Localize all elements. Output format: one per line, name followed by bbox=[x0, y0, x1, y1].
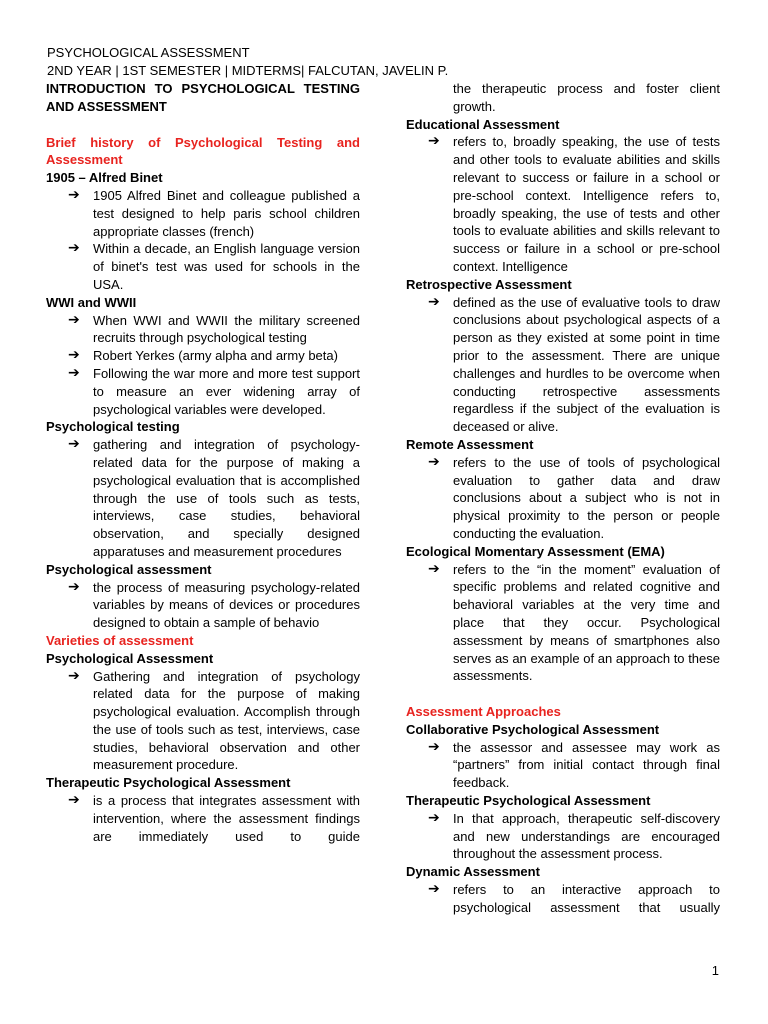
list-item bbox=[46, 187, 360, 240]
section-title: Psychological testing bbox=[46, 419, 180, 435]
section-title: Remote Assessment bbox=[406, 436, 534, 452]
section-title: Therapeutic Psychological Assessment bbox=[46, 775, 291, 791]
right-arrow-icon: ➔ bbox=[428, 738, 440, 755]
list-item-text: refers to the use of tools of psychological evaluation to gather data and draw conclusions about a subject who is not in physical proximity to the person or people conducting the evaluation. bbox=[453, 454, 720, 541]
bullet-list bbox=[406, 881, 720, 917]
list-item bbox=[46, 436, 360, 561]
list-item bbox=[46, 579, 360, 632]
list-item bbox=[406, 810, 720, 863]
section-title: Ecological Momentary Assessment (EMA) bbox=[406, 543, 665, 559]
bullet-list bbox=[406, 454, 720, 543]
right-arrow-icon: ➔ bbox=[68, 667, 80, 684]
right-arrow-icon: ➔ bbox=[68, 364, 80, 381]
bullet-list bbox=[46, 579, 360, 632]
right-arrow-icon: ➔ bbox=[68, 792, 80, 809]
header-course: PSYCHOLOGICAL ASSESSMENT bbox=[47, 45, 250, 60]
bullet-list bbox=[46, 792, 360, 845]
section-title: 1905 – Alfred Binet bbox=[46, 170, 163, 186]
list-item-text: Gathering and integration of psychology related data for the purpose of making psychological evaluation. Accomplish through the use of tools such as test, interviews, case studies, behavioral observation and other measurement procedure. bbox=[93, 668, 360, 773]
list-item bbox=[46, 240, 360, 293]
right-arrow-icon: ➔ bbox=[428, 881, 440, 898]
section-title: Psychological assessment bbox=[46, 561, 212, 577]
bullet-list bbox=[406, 133, 720, 275]
list-item-text: In that approach, therapeutic self-discovery and new understandings are encouraged throughout the assessment process. bbox=[453, 810, 720, 862]
right-arrow-icon: ➔ bbox=[428, 560, 440, 577]
section-title: Retrospective Assessment bbox=[406, 276, 572, 292]
right-arrow-icon: ➔ bbox=[428, 133, 440, 150]
right-arrow-icon: ➔ bbox=[428, 293, 440, 310]
list-item bbox=[406, 294, 720, 436]
bullet-list bbox=[406, 810, 720, 863]
section-title: WWI and WWII bbox=[46, 294, 137, 310]
right-arrow-icon: ➔ bbox=[68, 311, 80, 328]
approaches-heading: Assessment Approaches bbox=[406, 704, 561, 720]
list-item bbox=[46, 668, 360, 775]
right-arrow-icon: ➔ bbox=[68, 578, 80, 595]
bullet-list bbox=[406, 561, 720, 686]
list-item bbox=[406, 561, 720, 686]
bullet-list bbox=[46, 668, 360, 775]
document-title: INTRODUCTION TO PSYCHOLOGICAL TESTING AND ASSESSMENT bbox=[46, 81, 360, 114]
right-column bbox=[406, 80, 720, 917]
section-title: Collaborative Psychological Assessment bbox=[406, 721, 660, 737]
list-item-text: the process of measuring psychology-related variables by means of devices or procedures designed to obtain a sample of behavio bbox=[93, 579, 360, 631]
right-arrow-icon: ➔ bbox=[68, 186, 80, 203]
list-item-text: refers to the “in the moment” evaluation of specific problems and related cognitive and behavioral variables at the very time and place that they occur. Psychological assessment by means of smartphones also serves as an example of an approach to these assessments. bbox=[453, 561, 720, 684]
list-item bbox=[46, 792, 360, 845]
bullet-list bbox=[46, 436, 360, 561]
list-item bbox=[46, 365, 360, 418]
list-item bbox=[46, 347, 360, 365]
right-arrow-icon: ➔ bbox=[68, 347, 80, 364]
section-title: Therapeutic Psychological Assessment bbox=[406, 793, 651, 809]
list-item bbox=[406, 133, 720, 275]
bullet-list bbox=[406, 294, 720, 436]
document-header bbox=[47, 44, 448, 80]
list-item bbox=[406, 80, 720, 116]
right-arrow-icon: ➔ bbox=[428, 453, 440, 470]
bullet-list bbox=[46, 187, 360, 294]
section-title: Psychological Assessment bbox=[46, 650, 214, 666]
list-item bbox=[406, 881, 720, 917]
list-item-text: gathering and integration of psychology-related data for the purpose of making a psychological evaluation that is accomplished through the use of tools such as tests, interviews, case studies, behavioral observation, and specially designed apparatuses and measurement procedures bbox=[93, 437, 360, 559]
left-column bbox=[46, 80, 360, 845]
right-arrow-icon: ➔ bbox=[428, 809, 440, 826]
list-item bbox=[406, 739, 720, 792]
header-details: 2ND YEAR | 1ST SEMESTER | MIDTERMS| FALCUTAN, JAVELIN P. bbox=[47, 63, 449, 78]
history-heading: Brief history of Psychological Testing and Assessment bbox=[46, 134, 360, 168]
varieties-heading: Varieties of assessment bbox=[46, 632, 194, 648]
bullet-list bbox=[406, 739, 720, 792]
page-number: 1 bbox=[711, 963, 719, 978]
list-item-text: refers to, broadly speaking, the use of tests and other tools to evaluate abilities and skills relevant to success or failure in a school or pre-school context. Intelligence refers to, broadly speaking, the use of tests and other tools to evaluate abilities and skills relevant to success or failure in a school or pre-school context. Intelligence bbox=[453, 134, 720, 274]
section-title: Educational Assessment bbox=[406, 116, 560, 132]
list-item bbox=[46, 312, 360, 348]
continued-text-line: the therapeutic process and foster client growth. bbox=[453, 81, 720, 114]
list-item-text: When WWI and WWII the military screened recruits through psychological testing bbox=[93, 312, 360, 346]
list-item bbox=[406, 454, 720, 543]
right-arrow-icon: ➔ bbox=[68, 436, 80, 453]
list-item-text: Within a decade, an English language version of binet's test was used for schools in the USA. bbox=[93, 241, 360, 292]
bullet-list bbox=[46, 312, 360, 419]
section-title: Dynamic Assessment bbox=[406, 864, 540, 880]
continued-text bbox=[406, 80, 720, 116]
list-item-text: refers to an interactive approach to psychological assessment that usually bbox=[453, 882, 720, 915]
list-item-text: defined as the use of evaluative tools to draw conclusions about psychological aspects of a person as they existed at some point in time prior to the assessment. There are unique challenges and hurdles to be overcome when conducting retrospective assessments regardless if the subject of the evaluation is deceased or alive. bbox=[453, 294, 720, 435]
list-item-text: 1905 Alfred Binet and colleague published a test designed to help paris school children appropriate classes (french) bbox=[93, 187, 360, 239]
list-item-text: Following the war more and more test support to measure an ever widening array of psychological variables were developed. bbox=[93, 365, 360, 417]
right-arrow-icon: ➔ bbox=[68, 240, 80, 257]
list-item-text: is a process that integrates assessment with intervention, where the assessment findings are immediately used to guide bbox=[93, 793, 360, 844]
list-item-text: Robert Yerkes (army alpha and army beta) bbox=[93, 348, 338, 364]
list-item-text: the assessor and assessee may work as “partners” from initial contact through final feedback. bbox=[453, 739, 720, 791]
